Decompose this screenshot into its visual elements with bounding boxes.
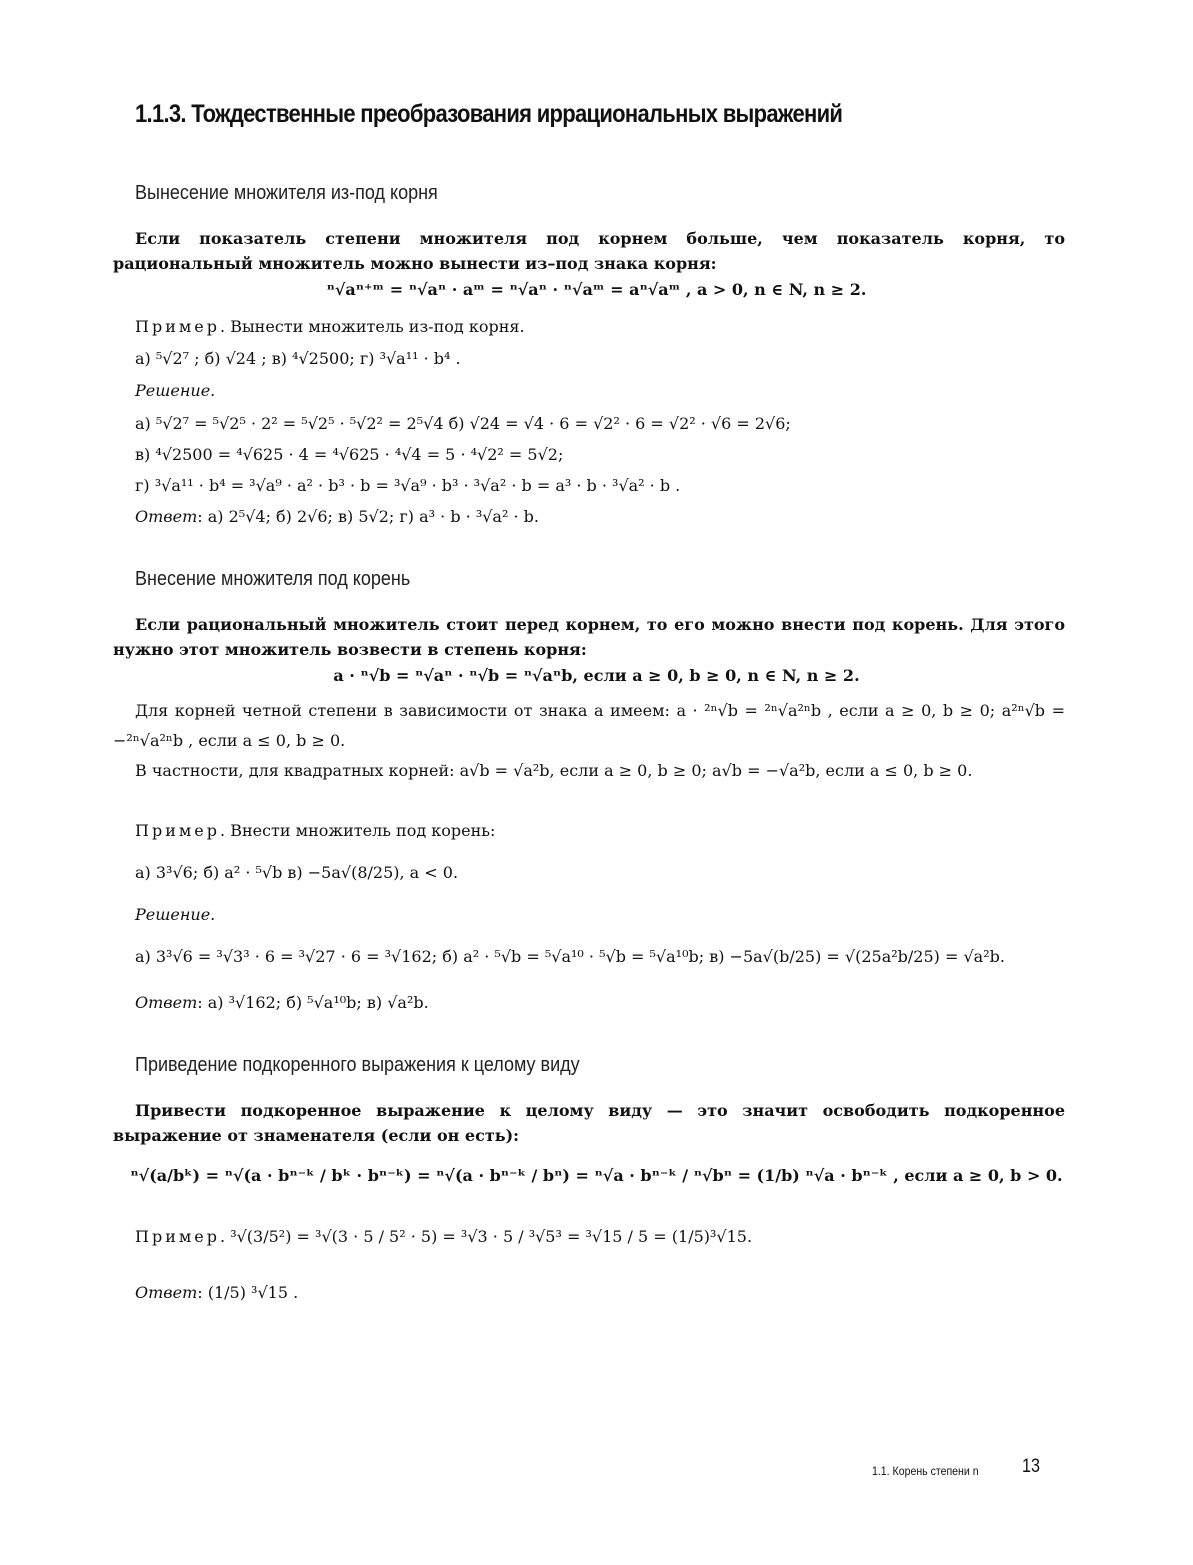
answer-factor-in xyxy=(135,992,429,1014)
section-title: 1.1.3. Тождественные преобразования иррациональных выражений xyxy=(135,100,843,128)
solution-line-c: г) ³√a¹¹ · b⁴ = ³√a⁹ · a² · b³ · b = ³√a⁹ · b³ · ³√a² · b = a³ · b · ³√a² · b . xyxy=(135,476,681,495)
formula-factor-out: ⁿ√aⁿ⁺ᵐ = ⁿ√aⁿ · aᵐ = ⁿ√aⁿ · ⁿ√aᵐ = aⁿ√aᵐ , a > 0, n ∈ N, n ≥ 2. xyxy=(326,280,867,299)
example-text: . Внести множитель под корень: xyxy=(220,821,496,840)
rule-text: Если показатель степени множителя под корнем больше, чем показатель корня, то рациональный множитель можно вынести из–под знака корня: xyxy=(113,229,1065,273)
answer-text: : (1/5) ³√15 . xyxy=(197,1283,299,1302)
rule-text: Если рациональный множитель стоит перед корнем, то его можно внести под корень. Для этого нужно этот множитель возвести в степень корня: xyxy=(113,615,1065,659)
example-tasks: а) 3³√6; б) a² · ⁵√b в) −5a√(8/25), a < 0. xyxy=(135,863,459,882)
rule-factor-in xyxy=(113,612,1065,662)
subsection-heading-factor-in: Внесение множителя под корень xyxy=(135,568,411,590)
even-root-paragraph xyxy=(113,696,1065,756)
answer-text: : а) 2⁵√4; б) 2√6; в) 5√2; г) a³ · b · ³√a² · b. xyxy=(197,507,539,526)
square-root-paragraph xyxy=(113,757,1065,785)
even-root-text: Для корней четной степени в зависимости от знака a имеем: a · ²ⁿ√b = ²ⁿ√a²ⁿb , если a ≥ 0, b ≥ 0; a²ⁿ√b = −²ⁿ√a²ⁿb , если a ≤ 0, b ≥ 0. xyxy=(113,701,1065,750)
subsection-heading-integer-form: Приведение подкоренного выражения к целому виду xyxy=(135,1054,580,1076)
solution-label: Решение. xyxy=(135,905,216,924)
rule-factor-out xyxy=(113,226,1065,276)
answer-integer-form xyxy=(135,1282,298,1304)
example-text: . Вынести множитель из-под корня. xyxy=(220,317,525,336)
answer-text: : а) ³√162; б) ⁵√a¹⁰b; в) √a²b. xyxy=(197,993,429,1012)
solution-line: а) 3³√6 = ³√3³ · 6 = ³√27 · 6 = ³√162; б) a² · ⁵√b = ⁵√a¹⁰ · ⁵√b = ⁵√a¹⁰b; в) −5a√(b/25) = √(25a²b/25) = √a²b. xyxy=(135,947,1005,966)
example-label: Пример xyxy=(135,317,221,336)
rule-integer-form xyxy=(113,1098,1065,1148)
answer-label: Ответ xyxy=(135,507,198,526)
answer-label: Ответ xyxy=(135,993,198,1012)
solution-label: Решение. xyxy=(135,381,216,400)
subsection-heading-factor-out: Вынесение множителя из-под корня xyxy=(135,182,438,204)
formula-factor-in: a · ⁿ√b = ⁿ√aⁿ · ⁿ√b = ⁿ√aⁿb, если a ≥ 0, b ≥ 0, n ∈ N, n ≥ 2. xyxy=(333,666,860,685)
square-root-text: В частности, для квадратных корней: a√b = √a²b, если a ≥ 0, b ≥ 0; a√b = −√a²b, если a ≤ 0, b ≥ 0. xyxy=(135,761,973,780)
page-number: 13 xyxy=(1022,1456,1040,1477)
rule-text: Привести подкоренное выражение к целому виду — это значит освободить подкоренное выражение от знаменателя (если он есть): xyxy=(113,1101,1065,1145)
running-title: 1.1. Корень степени n xyxy=(872,1464,979,1478)
answer-label: Ответ xyxy=(135,1283,198,1302)
example-tasks: а) ⁵√2⁷ ; б) √24 ; в) ⁴√2500; г) ³√a¹¹ · b⁴ . xyxy=(135,349,461,368)
example-label: Пример xyxy=(135,1227,221,1246)
example-text: . ³√(3/5²) = ³√(3 · 5 / 5² · 5) = ³√3 · 5 / ³√5³ = ³√15 / 5 = (1/5)³√15. xyxy=(220,1227,753,1246)
answer-factor-out xyxy=(135,506,539,528)
example-factor-out xyxy=(135,316,525,338)
solution-line-b: в) ⁴√2500 = ⁴√625 · 4 = ⁴√625 · ⁴√4 = 5 · ⁴√2² = 5√2; xyxy=(135,445,564,464)
example-label: Пример xyxy=(135,821,221,840)
example-integer-form xyxy=(135,1226,752,1248)
example-factor-in xyxy=(135,820,495,842)
solution-line-a: а) ⁵√2⁷ = ⁵√2⁵ · 2² = ⁵√2⁵ · ⁵√2² = 2⁵√4 б) √24 = √4 · 6 = √2² · 6 = √2² · √6 = 2√6; xyxy=(135,414,791,433)
formula-integer-form: ⁿ√(a/bᵏ) = ⁿ√(a · bⁿ⁻ᵏ / bᵏ · bⁿ⁻ᵏ) = ⁿ√(a · bⁿ⁻ᵏ / bⁿ) = ⁿ√a · bⁿ⁻ᵏ / ⁿ√bⁿ = (1/b) ⁿ√a · bⁿ⁻ᵏ , если a ≥ 0, b > 0. xyxy=(130,1166,1063,1185)
